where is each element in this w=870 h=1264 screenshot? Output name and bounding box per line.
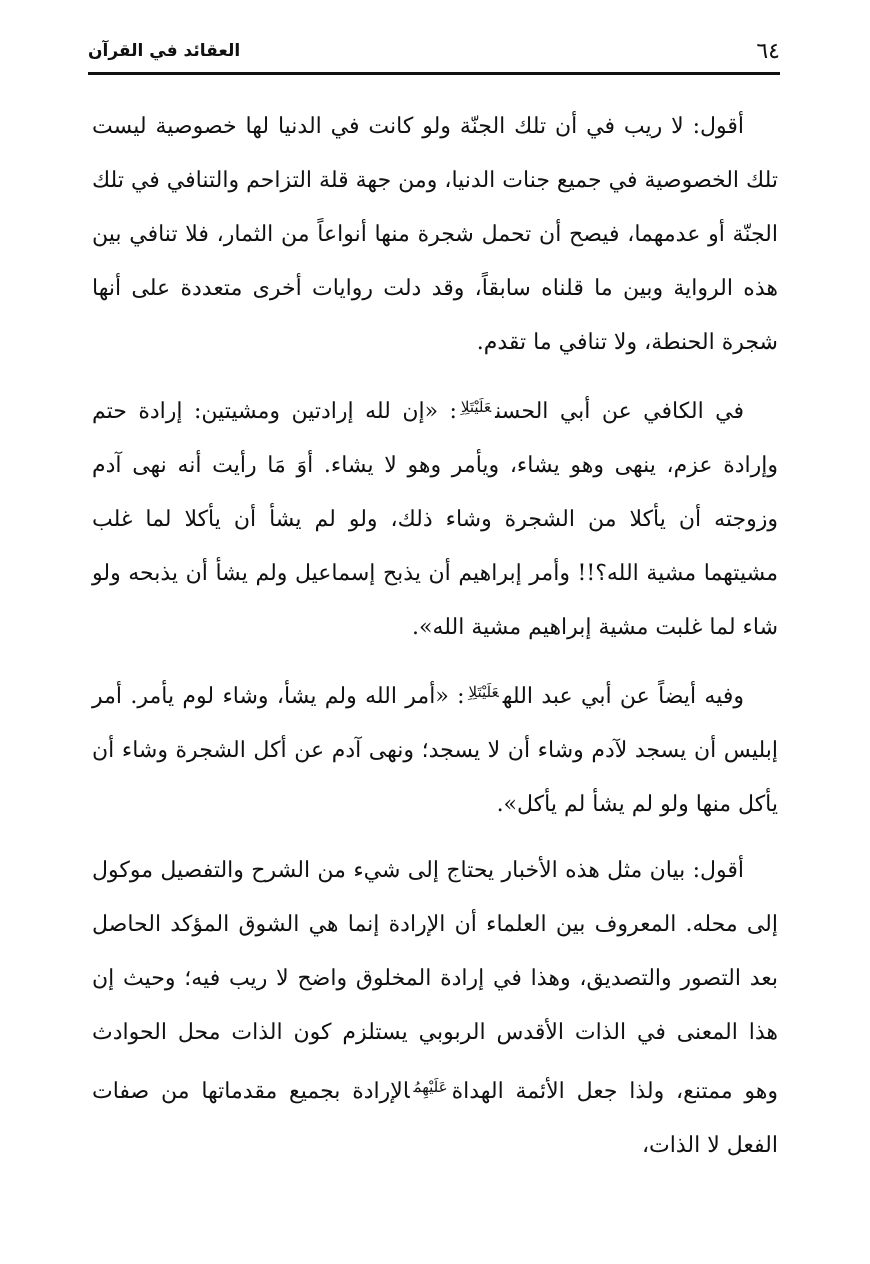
page-header [88,34,780,68]
paragraph-4 [92,844,778,1173]
header-divider [88,72,780,75]
page-number: ٦٤ [756,38,780,64]
paragraph-4-text: أقول: بيان مثل هذه الأخبار يحتاج إلى شيء من الشرح والتفصيل موكول إلى محله. المعروف بين العلماء أن الإرادة إنما هي الشوق المؤكد الحاصل بعد التصور والتصديق، وهذا في إرادة المخلوق واضح لا ريب فيه؛ وحيث إن هذا المعنى في الذات الأقدس الربوبي يستلزم كون الذات محل الحوادث وهو ممتنع، ولذا جعل الأئمة الهداة [92,858,778,1104]
paragraph-4-tail: الإرادة بجميع مقدماتها من صفات الفعل لا الذات، [92,1079,778,1158]
paragraph-2 [92,380,778,655]
honorific-symbol: عَلَيْهِمُ [413,1078,448,1096]
running-title: العقائد في القرآن [88,41,241,61]
honorific-symbol: عَلَيْتَلِاِ [460,398,492,416]
paragraph-1: أقول: لا ريب في أن تلك الجنّة ولو كانت في الدنيا لها خصوصية ليست تلك الخصوصية في جميع جنات الدنيا، ومن جهة قلة التزاحم والتنافي في تلك الجنّة أو عدمهما، فيصح أن تحمل شجرة منها أنواعاً من الثمار، فلا تنافي بين هذه الرواية وبين ما قلناه سابقاً، وقد دلت روايات أخرى متعددة على أنها شجرة الحنطة، ولا تنافي ما تقدم. [92,114,778,355]
honorific-symbol: عَلَيْتَلِاِ [468,683,499,701]
paragraph-3-quote: : «أمر الله ولم يشأ، وشاء لوم يأمر. أمر إبليس أن يسجد لآدم وشاء أن لا يسجد؛ ونهى آدم عن أكل الشجرة وشاء أن يأكل منها ولو لم يشأ لم يأكل». [92,684,778,817]
paragraph-2-intro: في الكافي عن أبي الحسن [495,399,745,424]
paragraph-3-intro: وفيه أيضاً عن أبي عبد الله [502,684,745,709]
page-body [92,100,778,1173]
paragraph-2-quote: : «إن لله إرادتين ومشيتين: إرادة حتم وإرادة عزم، ينهى وهو يشاء، ويأمر وهو لا يشاء. أوَ مَا رأيت أنه نهى آدم وزوجته أن يأكلا من الشجرة وشاء ذلك، ولو لم يشأ أن يأكلا لما غلب مشيتهما مشية الله؟!! وأمر إبراهيم أن يذبح إسماعيل ولم يشأ أن يذبحه ولو شاء لما غلبت مشية إبراهيم مشية الله». [92,399,778,640]
paragraph-3 [92,665,778,832]
